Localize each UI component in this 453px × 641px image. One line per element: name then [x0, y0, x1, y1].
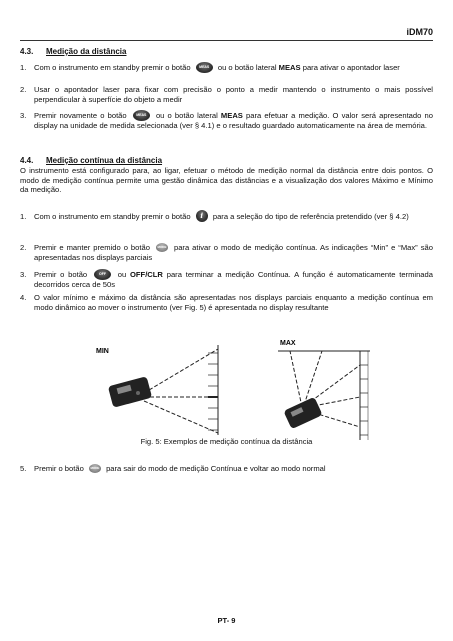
s44-step-5 [20, 464, 433, 474]
s43-step-3 [20, 111, 433, 130]
step-text: para ativar o apontador laser [302, 63, 400, 72]
figure-5-diagram [90, 335, 390, 440]
step-text: para efetuar a medição. O valor será apresentado no display na unidade de medida selecionada (ver § 4.1) e o resultado guardado automaticamente na área de memória. [34, 111, 433, 130]
step-text: Premir novamente o botão [34, 111, 127, 120]
min-laser-lines [144, 349, 218, 433]
step-text: Premir e manter premido o botão [34, 243, 150, 252]
section-4-4-title [20, 156, 162, 165]
section-number: 4.4. [20, 156, 34, 165]
step-number: 4. [20, 293, 27, 302]
step-text: para ativar o modo de medição contínua. As indicações “Min” e “Max” são apresentadas nos displays parciais [34, 243, 433, 262]
header-rule [20, 40, 433, 41]
max-label: MAX [280, 340, 296, 347]
step-text: Com o instrumento em standby premir o botão [34, 212, 191, 221]
s43-step-1 [20, 63, 433, 73]
header-brand: iDM70 [406, 27, 433, 37]
s43-step-2 [20, 85, 433, 104]
meas-button-icon: MEAS [133, 110, 150, 121]
step-number: 1. [20, 63, 27, 72]
s44-intro: O instrumento está configurado para, ao ligar, efetuar o método de medição normal da distância entre dois pontos. O modo de medição contínua permite uma gestão dinâmica das distâncias e a visualização dos valores Máximo e Mínimo da medição. [20, 166, 433, 195]
step-text: Com o instrumento em standby premir o botão [34, 63, 191, 72]
s44-step-4 [20, 293, 433, 312]
step-text: Usar o apontador laser para fixar com precisão o ponto a medir mantendo o instrumento o mais possível perpendicular à superfície do objeto a medir [34, 85, 433, 104]
min-device-icon [108, 376, 152, 408]
s44-step-1 [20, 212, 433, 222]
min-wall [208, 345, 218, 435]
info-button-icon: i [196, 210, 208, 222]
section-4-3-title [20, 47, 126, 56]
step-number: 1. [20, 212, 27, 221]
step-text: para terminar a medição Contínua. A função é automaticamente terminada decorridos cerca de 50s [34, 270, 433, 289]
meas-key-label: MEAS [220, 111, 243, 120]
step-text: para a seleção do tipo de referência pretendido (ver § 4.2) [212, 212, 409, 221]
section-title-text: Medição contínua da distância [46, 156, 163, 165]
s44-step-3 [20, 270, 433, 289]
section-title-text: Medição da distância [46, 47, 127, 56]
off-clr-key-label: OFF/CLR [130, 270, 163, 279]
section-number: 4.3. [20, 47, 34, 56]
step-text: Premir o botão [34, 464, 84, 473]
page-number: PT- 9 [217, 616, 236, 625]
meas-button-icon: MEAS [196, 62, 213, 73]
step-number: 3. [20, 111, 27, 120]
mode-button-icon: MODE [89, 464, 101, 473]
step-text: ou o botão lateral [217, 63, 277, 72]
figure-caption: Fig. 5: Exemplos de medição contínua da distância [140, 437, 313, 446]
step-text: ou o botão lateral [155, 111, 218, 120]
max-device-icon [283, 397, 322, 429]
meas-key-label: MEAS [278, 63, 301, 72]
step-text: Premir o botão [34, 270, 88, 279]
off-button-icon: OFF [94, 269, 111, 280]
step-number: 3. [20, 270, 27, 279]
step-number: 2. [20, 85, 27, 94]
step-text: ou [117, 270, 127, 279]
min-label: MIN [96, 348, 109, 355]
mode-button-icon: MODE [156, 243, 168, 252]
step-number: 2. [20, 243, 27, 252]
s44-step-2 [20, 243, 433, 262]
step-text: O valor mínimo e máximo da distância são apresentadas nos displays parciais enquanto a medição contínua em modo dinâmico ao mover o instrumento (ver Fig. 5) é apresentada no display resultante [34, 293, 433, 312]
step-number: 5. [20, 464, 27, 473]
step-text: para sair do modo de medição Contínua e voltar ao modo normal [106, 464, 326, 473]
